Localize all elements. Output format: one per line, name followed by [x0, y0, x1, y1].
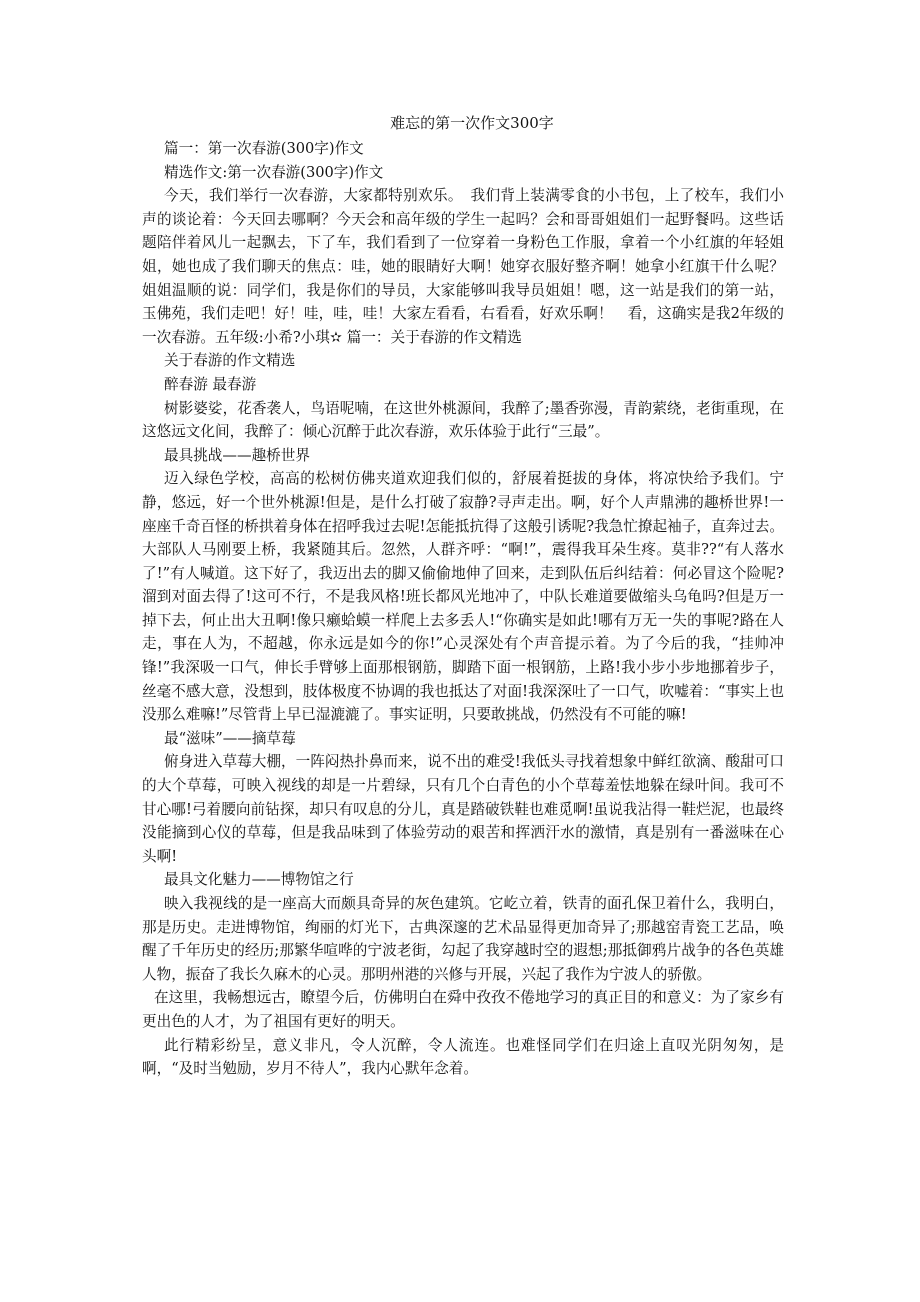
section-heading: 最具文化魅力——博物馆之行: [164, 871, 354, 889]
document-body: [142, 137, 784, 1081]
section-heading: 篇一：第一次春游(300字)作文: [164, 140, 364, 157]
section-heading: 最具挑战——趣桥世界: [164, 446, 310, 464]
section-heading: 最“滋味”——摘草莓: [164, 729, 296, 747]
section-heading: 关于春游的作文精选: [164, 352, 296, 370]
document-title: 难忘的第一次作文300字: [390, 114, 554, 132]
body-paragraph: 此行精彩纷呈，意义非凡，令人沉醉，令人流连。也难怪同学们在归途上直叹光阴匆匆，是啊，“及时当勉励，岁月不待人”，我内心默年念着。: [142, 1036, 784, 1078]
section-heading: 精选作文:第一次春游(300字)作文: [164, 163, 384, 181]
document-page: [142, 112, 784, 1081]
body-paragraph: 俯身进入草莓大棚，一阵闷热扑鼻而来，说不出的难受!我低头寻找着想象中鲜红欲滴、酸甜可口的大个草莓，可映入视线的却是一片碧绿，只有几个白青色的小个草莓羞怯地躲在绿叶间。我可不甘心哪!弓着腰向前钻探，却只有叹息的分儿，真是踏破铁鞋也难觅啊!虽说我沾得一鞋烂泥，也最终没能摘到心仪的草莓，但是我品味到了体验劳动的艰苦和挥洒汗水的激情，真是别有一番滋味在心头啊!: [142, 753, 784, 865]
section-heading: 醉春游 最春游: [164, 375, 257, 393]
body-paragraph: 树影婆娑，花香袭人，鸟语呢喃，在这世外桃源间，我醉了;墨香弥漫，青韵萦绕，老街重现，在这悠远文化间，我醉了：倾心沉醉于此次春游，欢乐体验于此行“三最”。: [142, 399, 784, 441]
body-paragraph: 映入我视线的是一座高大而颇具奇异的灰色建筑。它屹立着，铁青的面孔保卫着什么，我明白，那是历史。走进博物馆，绚丽的灯光下，古典深邃的艺术品显得更加奇异了;那越窑青瓷工艺品，唤醒了千年历史的经历;那繁华喧哗的宁波老街，勾起了我穿越时空的遐想;那抵御鸦片战争的各色英雄人物，振奋了我长久麻木的心灵。那明州港的兴修与开展，兴起了我作为宁波人的骄傲。: [142, 895, 784, 983]
body-paragraph: 在这里，我畅想远古，瞭望今后，仿佛明白在舜中孜孜不倦地学习的真正目的和意义：为了家乡有更出色的人才，为了祖国有更好的明天。: [142, 989, 784, 1030]
body-paragraph: 今天，我们举行一次春游，大家都特别欢乐。 我们背上装满零食的小书包，上了校车，我们小声的谈论着：今天回去哪啊？今天会和高年级的学生一起吗？会和哥哥姐姐们一起野餐吗。这些话题陪伴着风儿一起飘去，下了车，我们看到了一位穿着一身粉色工作服，拿着一个小红旗的年轻姐姐，她也成了我们聊天的焦点：哇，她的眼睛好大啊！她穿衣服好整齐啊！她拿小红旗干什么呢？姐姐温顺的说：同学们，我是你们的导员，大家能够叫我导员姐姐！嗯，这一站是我们的第一站，玉佛苑，我们走吧！好！哇，哇，哇！大家左看看，右看看，好欢乐啊！ 看，这确实是我2年级的一次春游。五年级:小希?小琪✫ 篇一：关于春游的作文精选: [142, 187, 784, 346]
body-paragraph: 迈入绿色学校，高高的松树仿佛夹道欢迎我们似的，舒展着挺拔的身体，将凉快给予我们。宁静，悠远，好一个世外桃源!但是，是什么打破了寂静?寻声走出。啊，好个人声鼎沸的趣桥世界!一座座千奇百怪的桥拱着身体在招呼我过去呢!怎能抵抗得了这般引诱呢?我急忙撩起袖子，直奔过去。大部队人马刚要上桥，我紧随其后。忽然，人群齐呼：“啊!”，震得我耳朵生疼。莫非??“有人落水了!”有人喊道。这下好了，我迈出去的脚又偷偷地伸了回来，走到队伍后纠结着：何必冒这个险呢?溜到对面去得了!这可不行，不是我风格!班长都风光地冲了，中队长难道要做缩头乌龟吗?但是万一掉下去，何止出大丑啊!像只癞蛤蟆一样爬上去多丢人!“你确实是如此!哪有万无一失的事呢?路在人走，事在人为，不超越，你永远是如今的你!”心灵深处有个声音提示着。为了今后的我，“挂帅冲锋!”我深吸一口气，伸长手臂够上面那根钢筋，脚踏下面一根钢筋，上路!我小步小步地挪着步子，丝毫不感大意，没想到，肢体极度不协调的我也抵达了对面!我深深吐了一口气，吹嘘着：“事实上也没那么难嘛!”尽管背上早已湿漉漉了。事实证明，只要敢挑战，仍然没有不可能的嘛!: [142, 470, 784, 724]
